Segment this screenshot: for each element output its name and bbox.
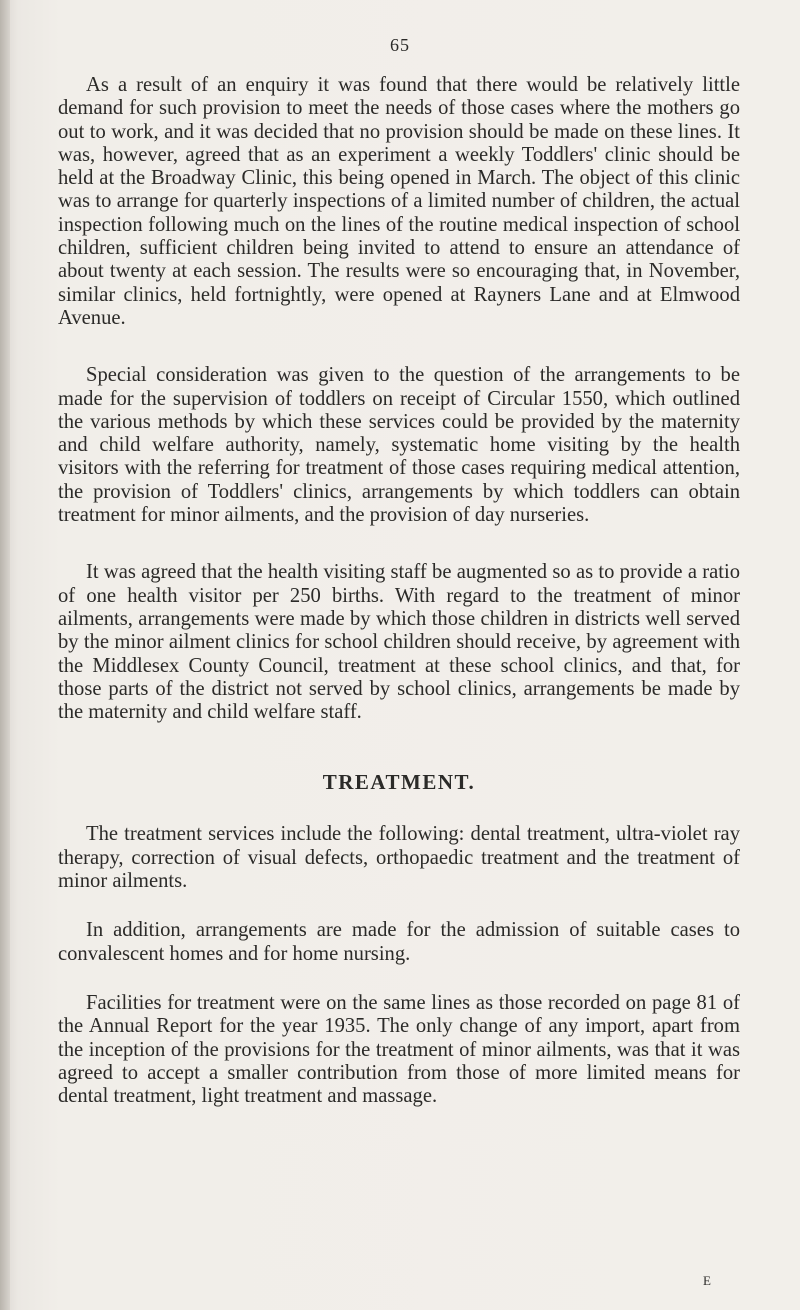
paragraph-treatment-facilities: Facilities for treatment were on the same lines as those recorded on page 81 of the Annual Report for the year 1935. The only change of any import, apart from the inception of the provisions for the treatment of minor ailments, was that it was agreed to accept a smaller contribution from those of more limited means for dental treatment, light treatment and massage.	[58, 991, 740, 1108]
paragraph-toddlers-clinic: As a result of an enquiry it was found that there would be relatively little demand for such provision to meet the needs of those cases where the mothers go out to work, and it was decided that no provision should be made on these lines. It was, however, agreed that as an experiment a weekly Toddlers' clinic should be held at the Broadway Clinic, this being opened in March. The object of this clinic was to arrange for quarterly inspections of a limited number of children, the actual inspection following much on the lines of the routine medical inspection of school children, sufficient children being invited to attend to ensure an attendance of about twenty at each session. The results were so encouraging that, in November, similar clinics, held fortnightly, were opened at Rayners Lane and at Elmwood Avenue.	[58, 74, 740, 329]
signature-mark: E	[703, 1273, 712, 1288]
paragraph-convalescent-homes: In addition, arrangements are made for the admission of suitable cases to convalescent homes and for home nursing.	[58, 919, 740, 965]
section-heading-treatment: TREATMENT.	[322, 770, 476, 795]
paragraph-treatment-services: The treatment services include the following: dental treatment, ultra-violet ray therapy, correction of visual defects, orthopaedic treatment and the treatment of minor ailments.	[58, 823, 740, 893]
page-body	[58, 74, 740, 1108]
page-number: 65	[390, 35, 410, 55]
paragraph-health-visiting-staff: It was agreed that the health visiting staff be augmented so as to provide a ratio of one health visitor per 250 births. With regard to the treatment of minor ailments, arrangements were made by which those children in districts well served by the minor ailment clinics for school children should receive, by agreement with the Middlesex County Council, treatment at these school clinics, and that, for those parts of the district not served by school clinics, arrangements be made by the maternity and child welfare staff.	[58, 561, 740, 724]
paragraph-circular-1550: Special consideration was given to the question of the arrangements to be made for the supervision of toddlers on receipt of Circular 1550, which outlined the various methods by which these services could be provided by the maternity and child welfare authority, namely, systematic home visiting by the health visitors with the referring for treatment of those cases requiring medical attention, the provision of Toddlers' clinics, arrangements by which toddlers can obtain treatment for minor ailments, and the provision of day nurseries.	[58, 364, 740, 527]
page-spine-shadow	[0, 0, 10, 1310]
